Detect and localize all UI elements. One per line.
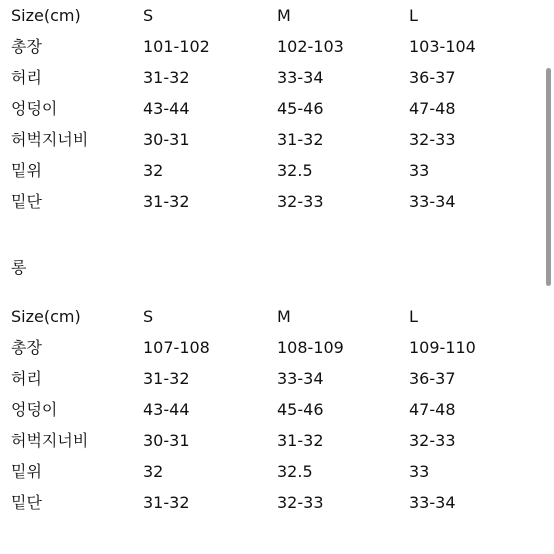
header-cell: L [409, 6, 418, 25]
table-cell: 45-46 [277, 400, 324, 419]
table-cell: 33-34 [409, 493, 456, 512]
vertical-scrollbar[interactable] [542, 0, 554, 554]
table-row [11, 93, 531, 124]
table-cell: 43-44 [143, 400, 190, 419]
table-cell: 43-44 [143, 99, 190, 118]
table-row [11, 186, 531, 217]
table-cell: 108-109 [277, 338, 344, 357]
table-cell: 103-104 [409, 37, 476, 56]
table-cell: 36-37 [409, 68, 456, 87]
regular-size-table [11, 0, 531, 217]
table-cell: 32 [143, 161, 164, 180]
table-cell: 31-32 [143, 192, 190, 211]
header-cell: M [277, 6, 291, 25]
table-cell: 32-33 [409, 130, 456, 149]
table-row [11, 394, 531, 425]
table-cell: 109-110 [409, 338, 476, 357]
table-row [11, 332, 531, 363]
table-row [11, 31, 531, 62]
row-label: 허리 [11, 369, 42, 388]
row-label: 총장 [11, 37, 42, 56]
table-row [11, 425, 531, 456]
scrollbar-thumb[interactable] [546, 68, 551, 286]
row-label: 밑단 [11, 192, 42, 211]
table-cell: 33 [409, 161, 430, 180]
header-cell: S [143, 307, 154, 326]
table-row [11, 124, 531, 155]
row-label: 허벅지너비 [11, 431, 89, 450]
table-cell: 31-32 [143, 369, 190, 388]
row-label: 총장 [11, 338, 42, 357]
table-row [11, 62, 531, 93]
table-row [11, 456, 531, 487]
table-cell: 33-34 [277, 68, 324, 87]
row-label: 허벅지너비 [11, 130, 89, 149]
header-cell: M [277, 307, 291, 326]
table-row [11, 155, 531, 186]
table-cell: 32-33 [409, 431, 456, 450]
table-cell: 107-108 [143, 338, 210, 357]
table-cell: 33 [409, 462, 430, 481]
table-row [11, 363, 531, 394]
table-header-row [11, 301, 531, 332]
long-size-table [11, 301, 531, 518]
row-label: 밑위 [11, 161, 42, 180]
table-cell: 32.5 [277, 161, 313, 180]
header-cell: L [409, 307, 418, 326]
table-cell: 102-103 [277, 37, 344, 56]
table-cell: 30-31 [143, 130, 190, 149]
table-row [11, 487, 531, 518]
long-section-label: 롱 [11, 258, 27, 277]
table-cell: 32-33 [277, 192, 324, 211]
table-cell: 31-32 [143, 493, 190, 512]
table-cell: 47-48 [409, 400, 456, 419]
table-cell: 101-102 [143, 37, 210, 56]
table-header-row [11, 0, 531, 31]
table-cell: 36-37 [409, 369, 456, 388]
table-cell: 32 [143, 462, 164, 481]
table-cell: 47-48 [409, 99, 456, 118]
header-cell: Size(cm) [11, 6, 81, 25]
header-cell: S [143, 6, 154, 25]
table-cell: 31-32 [143, 68, 190, 87]
table-cell: 32.5 [277, 462, 313, 481]
table-cell: 32-33 [277, 493, 324, 512]
row-label: 밑위 [11, 462, 42, 481]
table-cell: 45-46 [277, 99, 324, 118]
row-label: 밑단 [11, 493, 42, 512]
table-cell: 30-31 [143, 431, 190, 450]
row-label: 엉덩이 [11, 99, 58, 118]
table-cell: 33-34 [277, 369, 324, 388]
row-label: 허리 [11, 68, 42, 87]
header-cell: Size(cm) [11, 307, 81, 326]
row-label: 엉덩이 [11, 400, 58, 419]
table-cell: 31-32 [277, 130, 324, 149]
table-cell: 33-34 [409, 192, 456, 211]
table-cell: 31-32 [277, 431, 324, 450]
